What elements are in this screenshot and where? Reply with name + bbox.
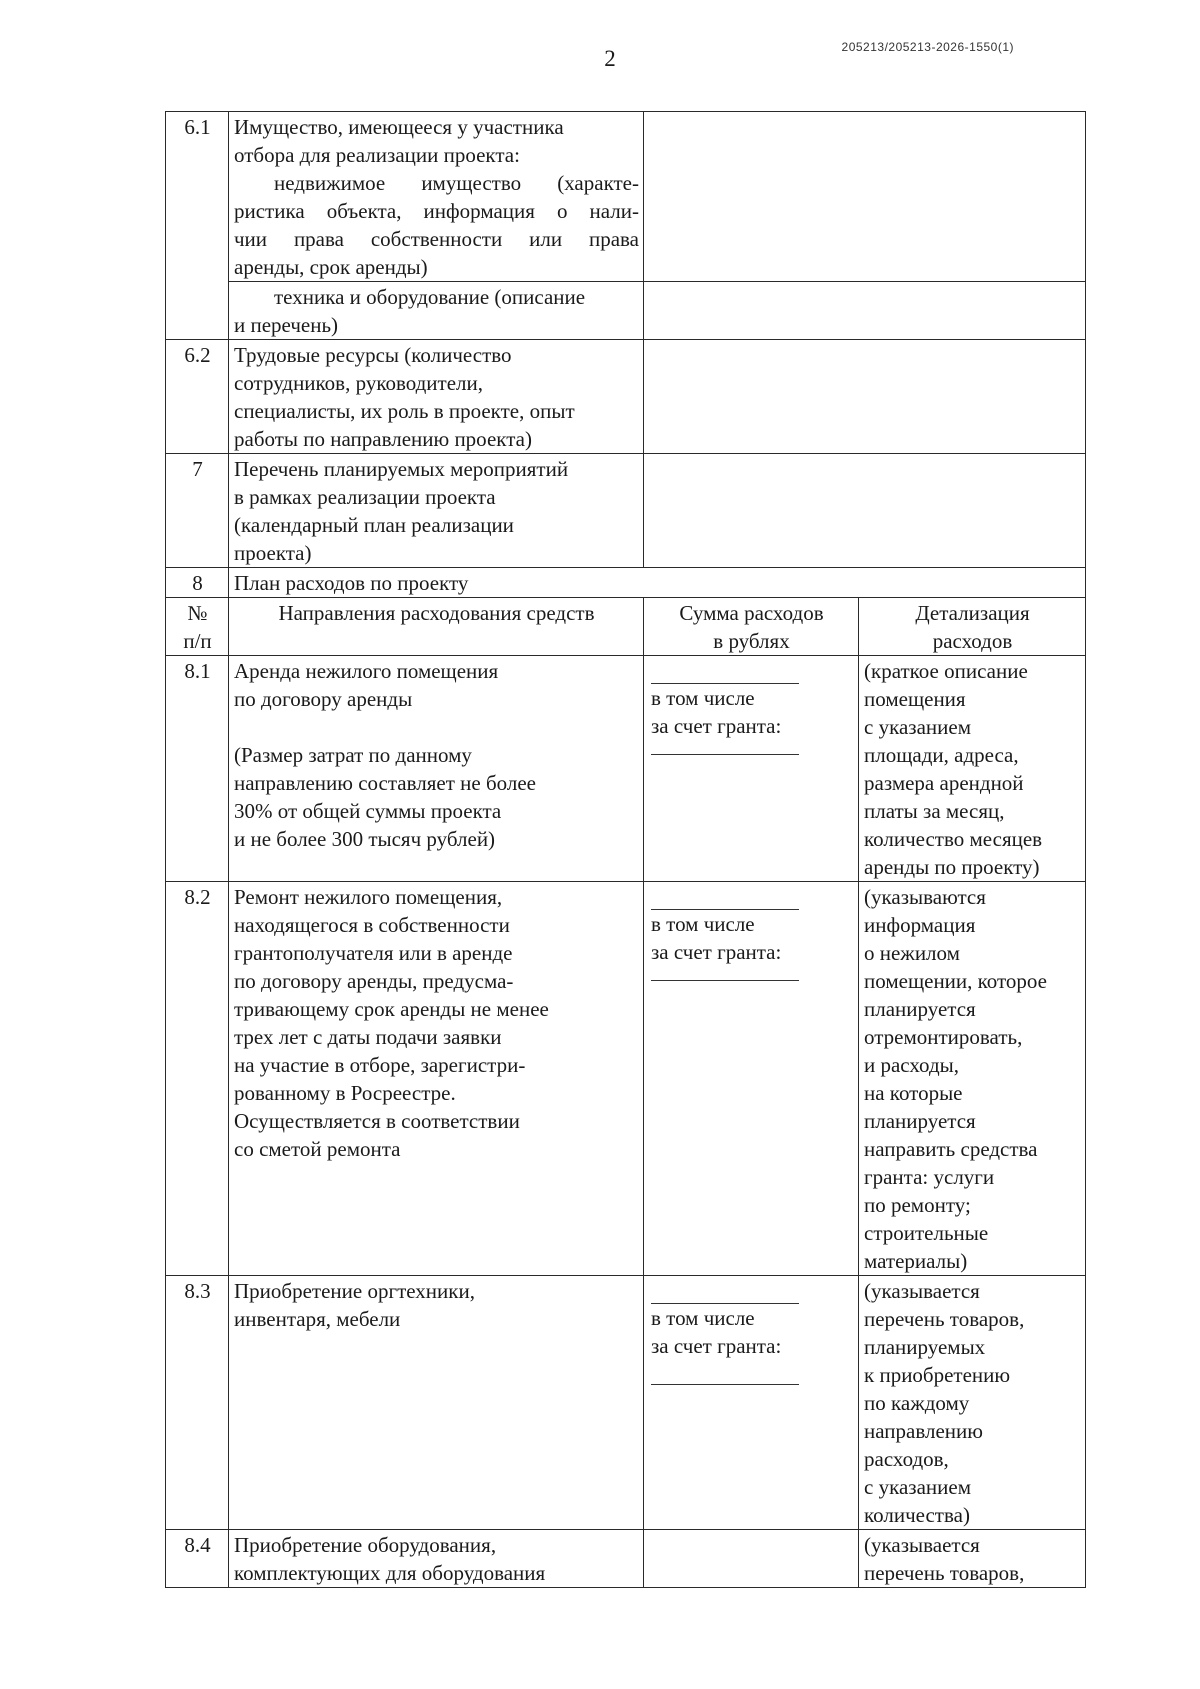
row-number: 7 (166, 454, 229, 568)
description-line: специалисты, их роль в проекте, опыт (234, 399, 575, 423)
table-row-8-3 (166, 1276, 1086, 1530)
detail-line: и расходы, (864, 1053, 959, 1077)
row-description (229, 454, 644, 568)
description-line: в рамках реализации проекта (234, 485, 496, 509)
sum-cell (644, 1276, 859, 1530)
document-id: 205213/205213-2026-1550(1) (841, 40, 1014, 54)
sum-label: за счет гранта: (651, 1334, 782, 1358)
table-row-6-1-equipment (166, 282, 1086, 340)
row-number: 6.1 (166, 112, 229, 340)
detail-line: помещения (864, 687, 966, 711)
description-line: и не более 300 тысяч рублей) (234, 827, 496, 851)
description-line: по договору аренды (234, 687, 413, 711)
row-description (229, 1276, 644, 1530)
detail-line: гранта: услуги (864, 1165, 995, 1189)
detail-line: размера арендной (864, 771, 1024, 795)
detail-line: (краткое описание (864, 659, 1028, 683)
detail-line: планируется (864, 1109, 976, 1133)
detail-line: материалы) (864, 1249, 968, 1273)
description-line: Приобретение оргтехники, (234, 1279, 475, 1303)
detail-line: планируемых (864, 1335, 986, 1359)
description-line: рованному в Росреестре. (234, 1081, 456, 1105)
row-number: 6.2 (166, 340, 229, 454)
description-line: Имущество, имеющееся у участника (234, 115, 564, 139)
description-line: инвентаря, мебели (234, 1307, 401, 1331)
value-cell[interactable] (644, 282, 1086, 340)
sum-label: за счет гранта: (651, 714, 782, 738)
column-header-sum (644, 598, 859, 656)
row-number: 8.2 (166, 882, 229, 1276)
detail-line: с указанием (864, 1475, 971, 1499)
description-line: со сметой ремонта (234, 1137, 401, 1161)
description-line: недвижимое имущество (характе- (274, 171, 639, 195)
table-row-6-1 (166, 112, 1086, 282)
detail-line: о нежилом (864, 941, 960, 965)
detail-line: площади, адреса, (864, 743, 1019, 767)
header-line: расходов (932, 629, 1013, 653)
detail-cell (859, 656, 1086, 882)
detail-line: (указываются (864, 885, 986, 909)
detail-line: перечень товаров, (864, 1561, 1025, 1585)
description-line: по договору аренды, предусма- (234, 969, 514, 993)
row-description (229, 112, 644, 282)
header-line: п/п (183, 629, 212, 653)
row-number: 8.3 (166, 1276, 229, 1530)
table-row-7 (166, 454, 1086, 568)
detail-line: строительные (864, 1221, 989, 1245)
row-number: 8.4 (166, 1530, 229, 1588)
description-line: Трудовые ресурсы (количество (234, 343, 512, 367)
sum-total-field[interactable] (651, 1277, 799, 1304)
sum-cell (644, 882, 859, 1276)
header-line: в рублях (713, 629, 790, 653)
detail-line: на которые (864, 1081, 963, 1105)
detail-line: к приобретению (864, 1363, 1011, 1387)
sum-cell[interactable] (644, 1530, 859, 1588)
description-line: Осуществляется в соответствии (234, 1109, 520, 1133)
detail-cell (859, 1530, 1086, 1588)
detail-cell (859, 1276, 1086, 1530)
description-line: Аренда нежилого помещения (234, 659, 499, 683)
description-line: на участие в отборе, зарегистри- (234, 1053, 526, 1077)
description-line: чии права собственности или права (234, 227, 639, 251)
description-line: ристика объекта, информация о нали- (234, 199, 639, 223)
description-line: находящегося в собственности (234, 913, 510, 937)
detail-line: (указывается (864, 1279, 980, 1303)
detail-line: расходов, (864, 1447, 949, 1471)
description-line: План расходов по проекту (234, 571, 469, 595)
header-line: № (187, 601, 208, 625)
sum-grant-field[interactable] (651, 740, 799, 755)
detail-line: платы за месяц, (864, 799, 1005, 823)
sum-label: в том числе (651, 1306, 755, 1330)
detail-cell (859, 882, 1086, 1276)
application-form-table (165, 111, 1086, 1588)
sum-label: за счет гранта: (651, 940, 782, 964)
detail-line: планируется (864, 997, 976, 1021)
row-description (229, 1530, 644, 1588)
detail-line: количества) (864, 1503, 970, 1527)
description-line: трех лет с даты подачи заявки (234, 1025, 502, 1049)
detail-line: по ремонту; (864, 1193, 971, 1217)
table-row-6-2 (166, 340, 1086, 454)
detail-line: информация (864, 913, 976, 937)
value-cell[interactable] (644, 112, 1086, 282)
description-line: сотрудников, руководители, (234, 371, 484, 395)
description-line: тривающему срок аренды не менее (234, 997, 549, 1021)
header-line: Сумма расходов (679, 601, 824, 625)
detail-line: направить средства (864, 1137, 1038, 1161)
section-title (229, 568, 1086, 598)
detail-line: (указывается (864, 1533, 980, 1557)
table-row-8-1 (166, 656, 1086, 882)
detail-line: количество месяцев (864, 827, 1043, 851)
column-header-direction (229, 598, 644, 656)
table-row-8-4 (166, 1530, 1086, 1588)
detail-line: по каждому (864, 1391, 970, 1415)
description-line: направлению составляет не более (234, 771, 536, 795)
row-number: 8 (166, 568, 229, 598)
expense-table-header (166, 598, 1086, 656)
description-line: Ремонт нежилого помещения, (234, 885, 503, 909)
sum-grant-field[interactable] (651, 1360, 799, 1385)
detail-line: отремонтировать, (864, 1025, 1023, 1049)
table-row-8 (166, 568, 1086, 598)
description-line: техника и оборудование (описание (274, 285, 586, 309)
description-line: Перечень планируемых мероприятий (234, 457, 569, 481)
sum-grant-field[interactable] (651, 966, 799, 981)
description-line: проекта) (234, 541, 312, 565)
header-line: Направления расходования средств (278, 601, 595, 625)
description-line: Приобретение оборудования, (234, 1533, 497, 1557)
description-line: и перечень) (234, 313, 339, 337)
description-line: (календарный план реализации (234, 513, 514, 537)
detail-line: направлению (864, 1419, 983, 1443)
row-description (229, 882, 644, 1276)
detail-line: помещении, которое (864, 969, 1047, 993)
description-line: грантополучателя или в аренде (234, 941, 513, 965)
sum-total-field[interactable] (651, 883, 799, 910)
description-line: работы по направлению проекта) (234, 427, 532, 451)
description-line: аренды, срок аренды) (234, 255, 428, 279)
value-cell[interactable] (644, 454, 1086, 568)
description-line: комплектующих для оборудования (234, 1561, 546, 1585)
detail-line: перечень товаров, (864, 1307, 1025, 1331)
description-line: (Размер затрат по данному (234, 743, 472, 767)
description-line: 30% от общей суммы проекта (234, 799, 502, 823)
value-cell[interactable] (644, 340, 1086, 454)
row-description (229, 656, 644, 882)
detail-line: аренды по проекту) (864, 855, 1040, 879)
sum-total-field[interactable] (651, 657, 799, 684)
header-line: Детализация (915, 601, 1030, 625)
table-row-8-2 (166, 882, 1086, 1276)
detail-line: с указанием (864, 715, 971, 739)
column-header-detail (859, 598, 1086, 656)
page-number: 2 (604, 46, 616, 71)
spacer (234, 713, 639, 741)
sum-cell (644, 656, 859, 882)
row-description (229, 340, 644, 454)
sum-label: в том числе (651, 912, 755, 936)
column-header-number (166, 598, 229, 656)
sum-label: в том числе (651, 686, 755, 710)
row-number: 8.1 (166, 656, 229, 882)
description-line: отбора для реализации проекта: (234, 143, 520, 167)
row-description (229, 282, 644, 340)
